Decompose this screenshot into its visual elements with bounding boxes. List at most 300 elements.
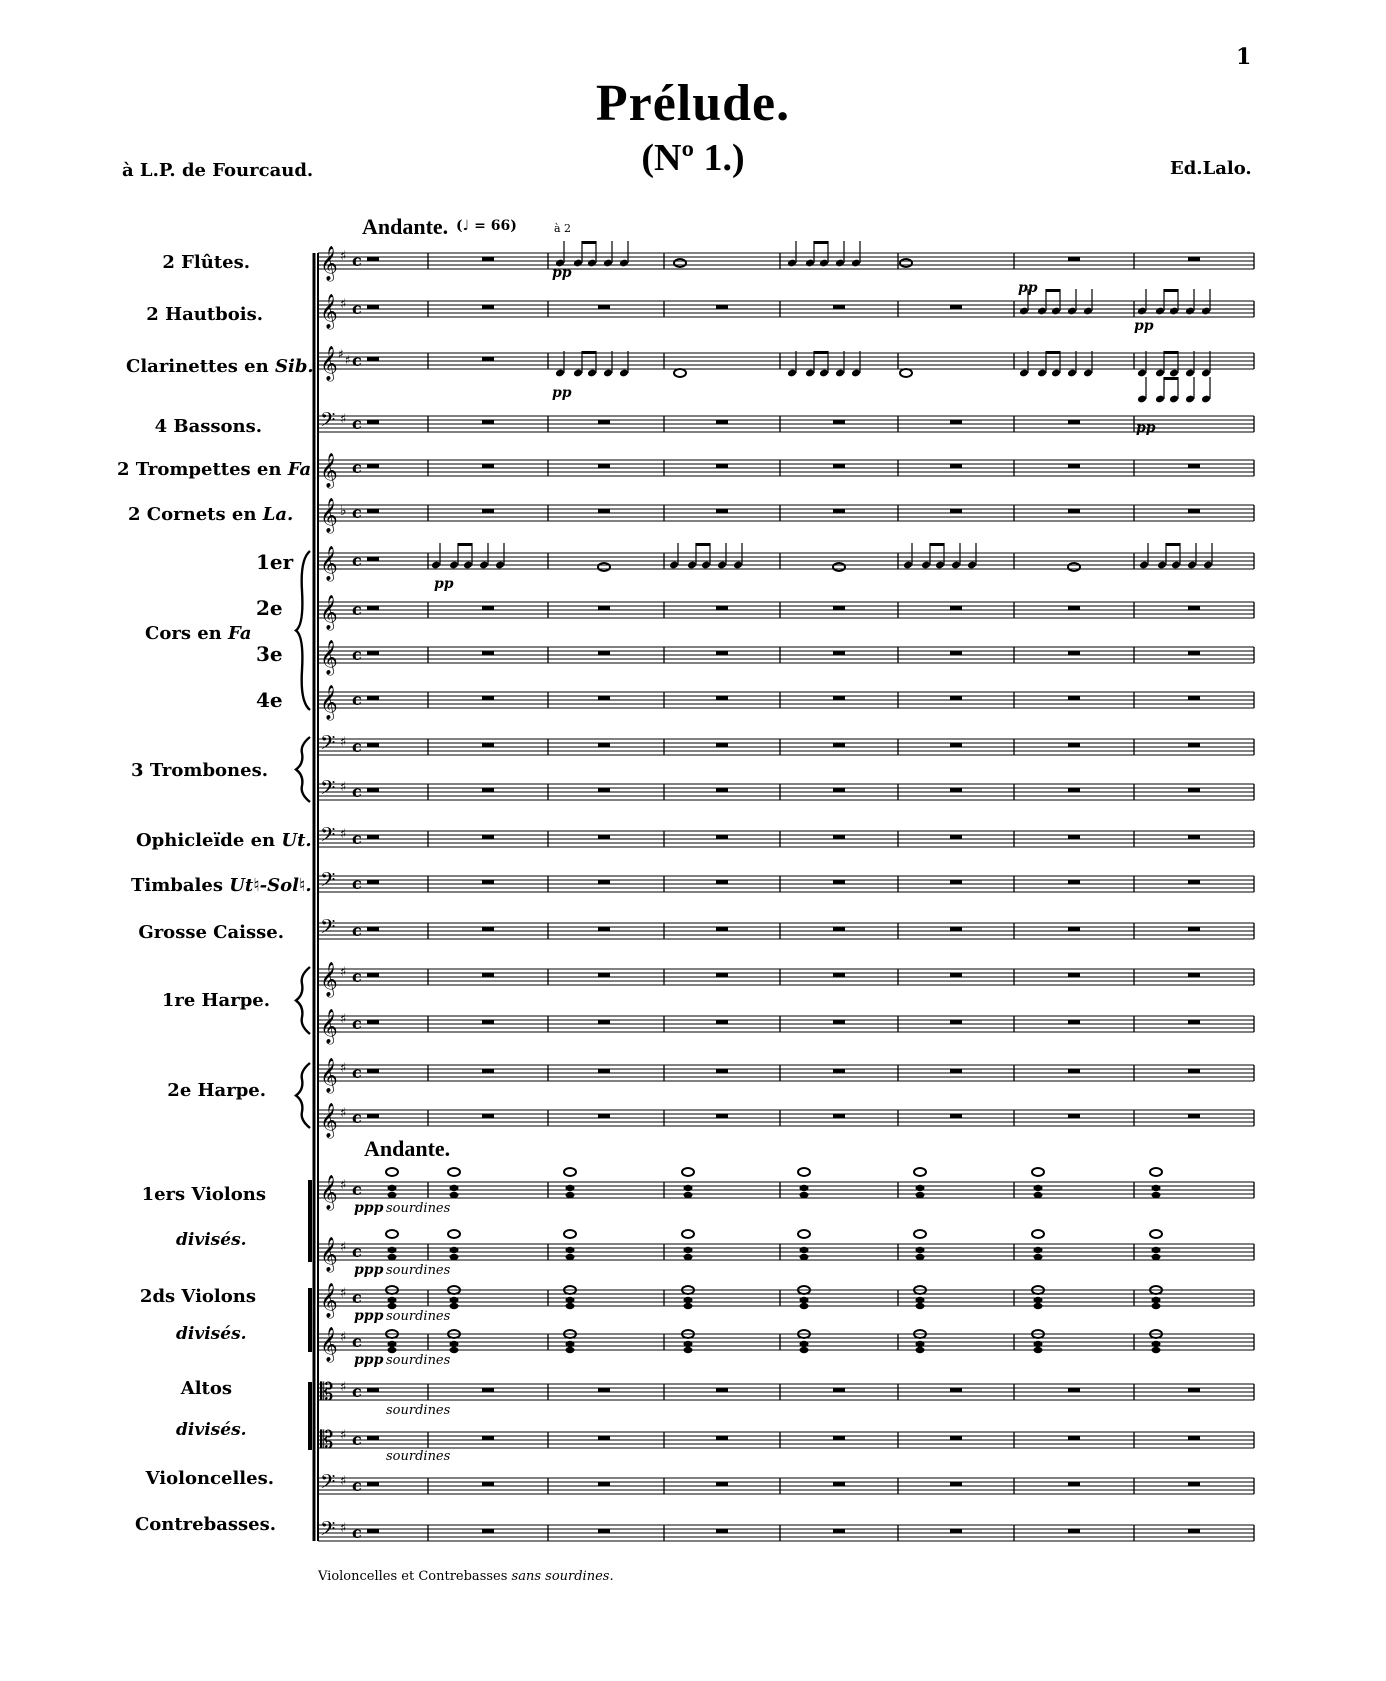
violon-2-note [1034, 1341, 1043, 1347]
violon-2-note [1152, 1347, 1161, 1353]
whole-rest [1068, 743, 1080, 747]
whole-rest [598, 973, 610, 977]
whole-rest [482, 1114, 494, 1118]
whole-rest [833, 606, 845, 610]
violon-chord [566, 1185, 575, 1191]
violon-2-note [566, 1303, 575, 1309]
beam [1046, 351, 1060, 354]
whole-rest [950, 880, 962, 884]
violon-chord [450, 1185, 459, 1191]
whole-rest [716, 788, 728, 792]
violon-2-note [800, 1303, 809, 1309]
violon-chord [450, 1192, 459, 1198]
page-number: 1 [1236, 44, 1252, 70]
whole-rest [833, 696, 845, 700]
whole-rest [367, 606, 379, 610]
brace-trombones [296, 737, 310, 802]
violon-2-note [1034, 1347, 1043, 1353]
time-signature: c [352, 1180, 362, 1199]
whole-rest [1188, 1529, 1200, 1533]
time-signature: c [352, 829, 362, 848]
whole-rest [716, 696, 728, 700]
whole-rest [598, 696, 610, 700]
tempo-marking: Andante. [362, 214, 449, 239]
whole-rest [598, 1114, 610, 1118]
whole-rest [367, 257, 379, 261]
label-altos-divises: divisés. [176, 1420, 247, 1440]
whole-rest [1068, 257, 1080, 261]
whole-rest [716, 1114, 728, 1118]
treble-clef: 𝄞 [320, 1283, 338, 1318]
treble-clef: 𝄞 [320, 1009, 338, 1044]
whole-rest [482, 973, 494, 977]
violon-chord [1150, 1230, 1162, 1238]
whole-rest [598, 835, 610, 839]
dedication: à L.P. de Fourcaud. [122, 160, 314, 181]
beam [1164, 289, 1178, 292]
violon-2-note [1034, 1297, 1043, 1303]
whole-rest [950, 651, 962, 655]
whole-rest [833, 788, 845, 792]
whole-rest [950, 305, 962, 309]
violon-chord [388, 1192, 397, 1198]
whole-rest [950, 1114, 962, 1118]
violon-chord [684, 1247, 693, 1253]
violon-chord [388, 1254, 397, 1260]
beam [1164, 377, 1178, 380]
whole-rest [1068, 1482, 1080, 1486]
whole-rest [833, 464, 845, 468]
whole-rest [1188, 1436, 1200, 1440]
beam [582, 241, 596, 244]
whole-rest [716, 973, 728, 977]
time-signature: c [352, 299, 362, 318]
label-harpe-1: 1re Harpe. [161, 990, 270, 1011]
treble-clef: 𝄞 [320, 962, 338, 997]
time-signature: c [352, 351, 362, 370]
piece-number: (Nº 1.) [641, 137, 745, 179]
whole-rest [598, 305, 610, 309]
whole-rest [1188, 696, 1200, 700]
whole-rest [367, 880, 379, 884]
time-signature: c [352, 1014, 362, 1033]
whole-rest [1068, 696, 1080, 700]
whole-rest [482, 509, 494, 513]
whole-rest [950, 743, 962, 747]
whole-rest [1068, 1529, 1080, 1533]
page-title: Prélude. [595, 75, 791, 132]
whole-rest [598, 1069, 610, 1073]
violon-chord [566, 1247, 575, 1253]
alto-clef: 𝄡 [320, 1426, 334, 1454]
flute-whole [900, 259, 912, 267]
label-violons-2: 2ds Violons [139, 1286, 256, 1307]
whole-rest [716, 606, 728, 610]
violon-2-note [450, 1297, 459, 1303]
beam [582, 351, 596, 354]
whole-rest [716, 743, 728, 747]
violon-chord [682, 1168, 694, 1176]
bass-clef: 𝄢 [320, 915, 336, 943]
alto-clef: 𝄡 [320, 1378, 334, 1406]
bracket-violons-1 [308, 1180, 312, 1262]
violon-chord [1032, 1168, 1044, 1176]
whole-rest [833, 880, 845, 884]
key-sharp: ♯ [340, 827, 347, 842]
treble-clef: 𝄞 [320, 1058, 338, 1093]
tempo-marking-strings: Andante. [364, 1136, 451, 1161]
violon-chord [388, 1185, 397, 1191]
sourdines-marking: sourdines [386, 1353, 451, 1368]
whole-rest [367, 1069, 379, 1073]
violon-chord [800, 1247, 809, 1253]
whole-rest [950, 509, 962, 513]
whole-rest [950, 696, 962, 700]
whole-rest [833, 743, 845, 747]
whole-rest [367, 696, 379, 700]
whole-rest [1068, 1388, 1080, 1392]
whole-rest [1068, 1020, 1080, 1024]
time-signature: c [352, 737, 362, 756]
whole-rest [367, 788, 379, 792]
violon-chord [682, 1230, 694, 1238]
whole-rest [1068, 973, 1080, 977]
label-cor-4: 4e [256, 688, 283, 712]
whole-rest [598, 651, 610, 655]
violon-chord [914, 1230, 926, 1238]
whole-rest [1188, 1388, 1200, 1392]
whole-rest [716, 1388, 728, 1392]
label-ophicleide: Ophicleïde en Ut. [136, 830, 312, 851]
whole-rest [367, 1020, 379, 1024]
violon-chord [798, 1168, 810, 1176]
whole-rest [482, 357, 494, 361]
violon-2-note [566, 1297, 575, 1303]
cor-whole [1068, 563, 1080, 571]
label-violons-1: 1ers Violons [141, 1184, 266, 1205]
time-signature: c [352, 1063, 362, 1082]
time-signature: c [352, 967, 362, 986]
whole-rest [367, 1436, 379, 1440]
dynamic-ppp: ppp [354, 1262, 384, 1278]
violon-2-note [684, 1341, 693, 1347]
violon-chord [450, 1247, 459, 1253]
sourdines-marking: sourdines [386, 1201, 451, 1216]
label-cor-3: 3e [256, 642, 283, 666]
bass-clef: 𝄢 [320, 823, 336, 851]
beam [814, 241, 828, 244]
bass-clef: 𝄢 [320, 1470, 336, 1498]
whole-rest [482, 1069, 494, 1073]
violon-2-note [800, 1347, 809, 1353]
whole-rest [1068, 880, 1080, 884]
whole-rest [1188, 1069, 1200, 1073]
violon-2-note [916, 1297, 925, 1303]
whole-rest [367, 1482, 379, 1486]
whole-rest [598, 927, 610, 931]
label-violoncelles: Violoncelles. [145, 1468, 274, 1489]
whole-rest [1188, 509, 1200, 513]
violon-2-note [684, 1297, 693, 1303]
key-sharp: ♯ [340, 735, 347, 750]
cor-whole [598, 563, 610, 571]
label-altos: Altos [180, 1378, 232, 1399]
bracket-altos [308, 1382, 312, 1450]
sourdines-marking: sourdines [386, 1263, 451, 1278]
whole-rest [833, 1436, 845, 1440]
violon-2-note [800, 1341, 809, 1347]
violon-chord [386, 1168, 398, 1176]
whole-rest [1188, 1114, 1200, 1118]
bass-clef: 𝄢 [320, 408, 336, 436]
violon-2-note [566, 1347, 575, 1353]
whole-rest [950, 420, 962, 424]
whole-rest [482, 1388, 494, 1392]
whole-rest [598, 464, 610, 468]
label-trompettes: 2 Trompettes en Fa [117, 459, 312, 480]
whole-rest [950, 1388, 962, 1392]
violon-chord [1152, 1185, 1161, 1191]
treble-clef: 𝄞 [320, 498, 338, 533]
whole-rest [1068, 1114, 1080, 1118]
whole-rest [367, 420, 379, 424]
time-signature: c [352, 1476, 362, 1495]
whole-rest [1188, 257, 1200, 261]
composer: Ed.Lalo. [1170, 158, 1252, 179]
whole-rest [716, 1436, 728, 1440]
violon-chord [1034, 1192, 1043, 1198]
whole-rest [598, 420, 610, 424]
violon-chord [1152, 1192, 1161, 1198]
whole-rest [598, 1020, 610, 1024]
whole-rest [716, 927, 728, 931]
whole-rest [598, 788, 610, 792]
whole-rest [482, 880, 494, 884]
whole-rest [1188, 1482, 1200, 1486]
whole-rest [598, 1388, 610, 1392]
whole-rest [950, 1069, 962, 1073]
key-sharp: ♯ [340, 1330, 347, 1345]
violon-2-note [1152, 1303, 1161, 1309]
whole-rest [716, 420, 728, 424]
whole-rest [367, 464, 379, 468]
time-signature: c [352, 251, 362, 270]
whole-rest [1068, 1436, 1080, 1440]
treble-clef: 𝄞 [320, 453, 338, 488]
violon-chord [386, 1230, 398, 1238]
bass-clef: 𝄢 [320, 731, 336, 759]
label-contrebasses: Contrebasses. [134, 1514, 276, 1535]
violon-2-note [388, 1341, 397, 1347]
whole-rest [950, 1482, 962, 1486]
whole-rest [833, 835, 845, 839]
violon-chord [1034, 1254, 1043, 1260]
whole-rest [833, 420, 845, 424]
whole-rest [833, 651, 845, 655]
whole-rest [950, 927, 962, 931]
whole-rest [598, 1482, 610, 1486]
whole-rest [367, 357, 379, 361]
whole-rest [367, 743, 379, 747]
violon-chord [916, 1254, 925, 1260]
treble-clef: 𝄞 [320, 595, 338, 630]
label-flutes: 2 Flûtes. [162, 252, 250, 273]
whole-rest [716, 880, 728, 884]
whole-rest [367, 557, 379, 561]
violon-chord [1152, 1254, 1161, 1260]
label-bassons: 4 Bassons. [154, 416, 262, 437]
whole-rest [367, 835, 379, 839]
time-signature: c [352, 600, 362, 619]
whole-rest [833, 509, 845, 513]
beam [696, 543, 710, 546]
whole-rest [716, 1482, 728, 1486]
whole-rest [1188, 743, 1200, 747]
whole-rest [950, 1020, 962, 1024]
whole-rest [1068, 464, 1080, 468]
whole-rest [482, 1436, 494, 1440]
brace-cors [296, 551, 310, 710]
time-signature: c [352, 1288, 362, 1307]
violon-chord [566, 1192, 575, 1198]
whole-rest [1188, 1020, 1200, 1024]
time-signature: c [352, 1523, 362, 1542]
violon-2-note [916, 1347, 925, 1353]
violon-2-note [916, 1303, 925, 1309]
beam [1164, 351, 1178, 354]
whole-rest [833, 1069, 845, 1073]
whole-rest [1188, 651, 1200, 655]
violon-chord [1034, 1247, 1043, 1253]
time-signature: c [352, 1332, 362, 1351]
violon-2-note [450, 1341, 459, 1347]
key-sharp: ♯ [345, 353, 351, 367]
label-hautbois: 2 Hautbois. [146, 304, 263, 325]
whole-rest [950, 973, 962, 977]
whole-rest [833, 927, 845, 931]
time-signature: c [352, 1430, 362, 1449]
violon-2-note [1152, 1341, 1161, 1347]
whole-rest [950, 464, 962, 468]
violon-chord [916, 1185, 925, 1191]
dynamic-ppp: ppp [354, 1308, 384, 1324]
whole-rest [833, 1388, 845, 1392]
treble-clef: 𝄞 [320, 294, 338, 329]
violon-chord [800, 1254, 809, 1260]
beam [930, 543, 944, 546]
violon-chord [800, 1192, 809, 1198]
whole-rest [367, 927, 379, 931]
whole-rest [598, 743, 610, 747]
label-cor-2: 2e [256, 596, 283, 620]
violon-2-note [1034, 1303, 1043, 1309]
key-sharp: ♯ [340, 412, 347, 427]
time-signature: c [352, 1242, 362, 1261]
violon-chord [916, 1192, 925, 1198]
violon-chord [448, 1230, 460, 1238]
whole-rest [482, 606, 494, 610]
time-signature: c [352, 921, 362, 940]
violon-2-note [684, 1347, 693, 1353]
whole-rest [950, 1529, 962, 1533]
key-sharp: ♯ [340, 1106, 347, 1121]
violon-chord [388, 1247, 397, 1253]
violon-chord [684, 1185, 693, 1191]
whole-rest [598, 606, 610, 610]
whole-rest [482, 1020, 494, 1024]
beam [458, 543, 472, 546]
violon-2-note [800, 1297, 809, 1303]
whole-rest [1068, 509, 1080, 513]
treble-clef: 𝄞 [320, 1103, 338, 1138]
time-signature: c [352, 503, 362, 522]
violon-chord [1032, 1230, 1044, 1238]
whole-rest [716, 1069, 728, 1073]
whole-rest [482, 835, 494, 839]
whole-rest [1188, 606, 1200, 610]
violon-chord [564, 1168, 576, 1176]
whole-rest [482, 927, 494, 931]
violon-2-note [684, 1303, 693, 1309]
violon-2-note [566, 1341, 575, 1347]
whole-rest [598, 880, 610, 884]
whole-rest [598, 1436, 610, 1440]
whole-rest [482, 743, 494, 747]
key-sharp: ♯ [340, 1012, 347, 1027]
label-grosse-caisse: Grosse Caisse. [138, 922, 284, 943]
brace-harpe-1 [296, 967, 310, 1034]
dynamic-pp: pp [1134, 318, 1154, 334]
violon-chord [1150, 1168, 1162, 1176]
whole-rest [482, 464, 494, 468]
time-signature: c [352, 458, 362, 477]
key-flat: ♭ [340, 503, 347, 519]
violon-chord [684, 1254, 693, 1260]
key-sharp: ♯ [340, 780, 347, 795]
key-sharp: ♯ [340, 1428, 347, 1443]
label-timbales: Timbales Ut♮-Sol♮. [131, 875, 312, 896]
whole-rest [482, 257, 494, 261]
whole-rest [1068, 1069, 1080, 1073]
time-signature: c [352, 782, 362, 801]
whole-rest [1188, 973, 1200, 977]
whole-rest [833, 1020, 845, 1024]
violon-chord [916, 1247, 925, 1253]
whole-rest [833, 1529, 845, 1533]
treble-clef: 𝄞 [320, 1327, 338, 1362]
beam [1046, 289, 1060, 292]
label-trombones: 3 Trombones. [131, 760, 268, 781]
key-sharp: ♯ [338, 347, 344, 361]
dynamic-ppp: ppp [354, 1200, 384, 1216]
violon-2-note [388, 1297, 397, 1303]
whole-rest [1068, 651, 1080, 655]
key-sharp: ♯ [340, 1380, 347, 1395]
dynamic-pp: pp [434, 576, 454, 592]
whole-rest [598, 1529, 610, 1533]
whole-rest [716, 835, 728, 839]
whole-rest [950, 835, 962, 839]
whole-rest [950, 606, 962, 610]
time-signature: c [352, 690, 362, 709]
dynamic-pp: pp [552, 385, 572, 401]
violon-chord [684, 1192, 693, 1198]
whole-rest [833, 1482, 845, 1486]
whole-rest [716, 305, 728, 309]
treble-clef: 𝄞 [320, 1237, 338, 1272]
label-violons-2-divises: divisés. [176, 1324, 247, 1344]
violon-chord [450, 1254, 459, 1260]
